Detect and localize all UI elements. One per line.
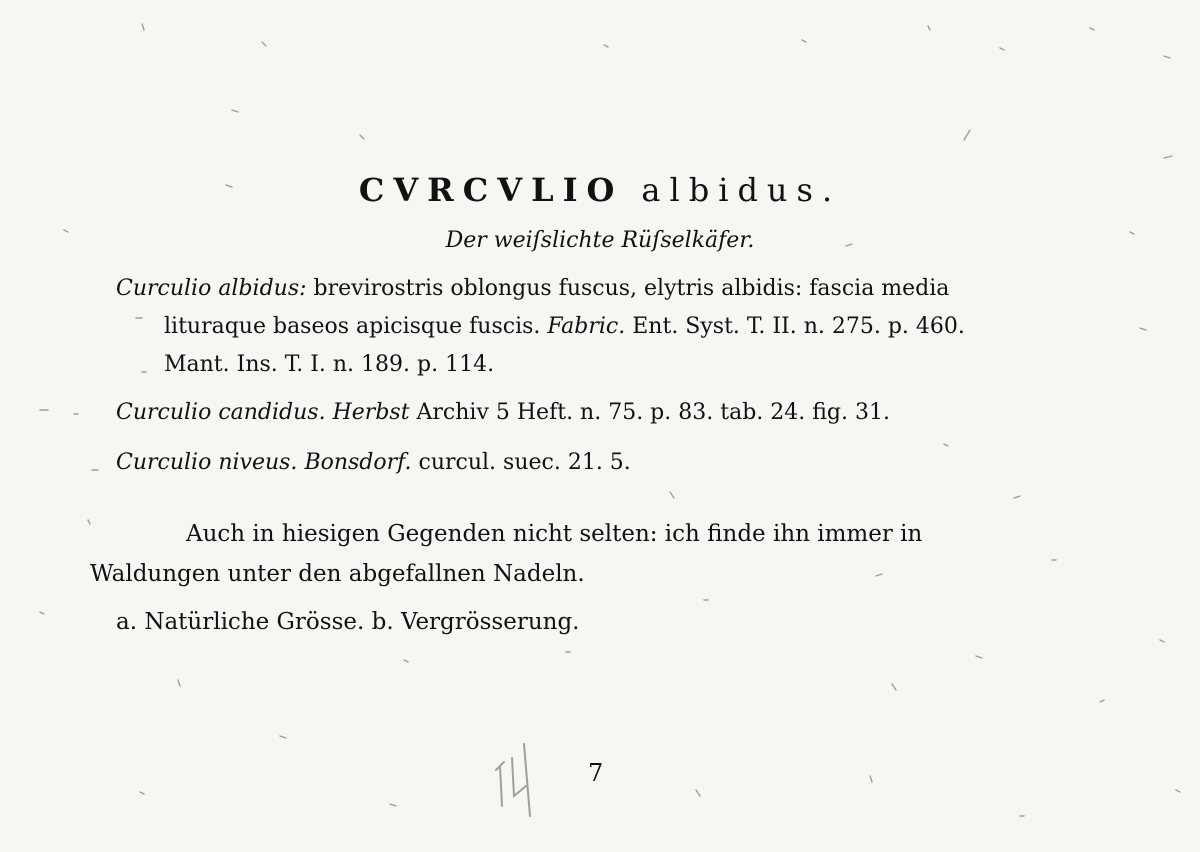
synonym-continuation-line — [116, 308, 1116, 346]
figure-caption: a. Natürliche Grösse. b. Vergrösserung. — [116, 609, 580, 635]
title-species: albidus. — [641, 171, 842, 209]
synonym-reference: Archiv 5 Heft. n. 75. p. 83. tab. 24. fig. 31. — [416, 400, 890, 425]
habitat-paragraph — [90, 514, 1110, 594]
page-number: 7 — [588, 759, 604, 787]
title-genus: CVRCVLIO — [358, 171, 624, 209]
synonym-author: Fabric. — [547, 314, 626, 339]
synonym-entry-1 — [116, 270, 1116, 384]
synonym-reference-line: Mant. Ins. T. I. n. 189. p. 114. — [164, 352, 495, 377]
synonym-author: Herbst — [332, 400, 410, 425]
synonym-author: Bonsdorf. — [304, 450, 412, 475]
synonym-description-cont: lituraque baseos apicisque fuscis. — [164, 314, 541, 339]
synonym-name: Curculio albidus: — [116, 276, 307, 301]
synonym-name: Curculio niveus. — [116, 450, 298, 475]
handwritten-mark — [490, 736, 550, 826]
paragraph-line-1: Auch in hiesigen Gegenden nicht selten: ich finde ihn immer in — [186, 521, 923, 547]
synonym-reference: Ent. Syst. T. II. n. 275. p. 460. — [632, 314, 965, 339]
synonym-reference: curcul. suec. 21. 5. — [418, 450, 631, 475]
paragraph-line-2: Waldungen unter den abgefallnen Nadeln. — [90, 561, 585, 587]
synonym-entry-2 — [116, 394, 1116, 432]
page-title — [0, 168, 1200, 212]
synonym-description: brevirostris oblongus fuscus, elytris albidis: fascia media — [313, 276, 950, 301]
synonym-entry-3 — [116, 444, 1116, 482]
synonym-name: Curculio candidus. — [116, 400, 326, 425]
common-name-subtitle: Der weiſslichte Rüſselkäfer. — [445, 228, 755, 253]
